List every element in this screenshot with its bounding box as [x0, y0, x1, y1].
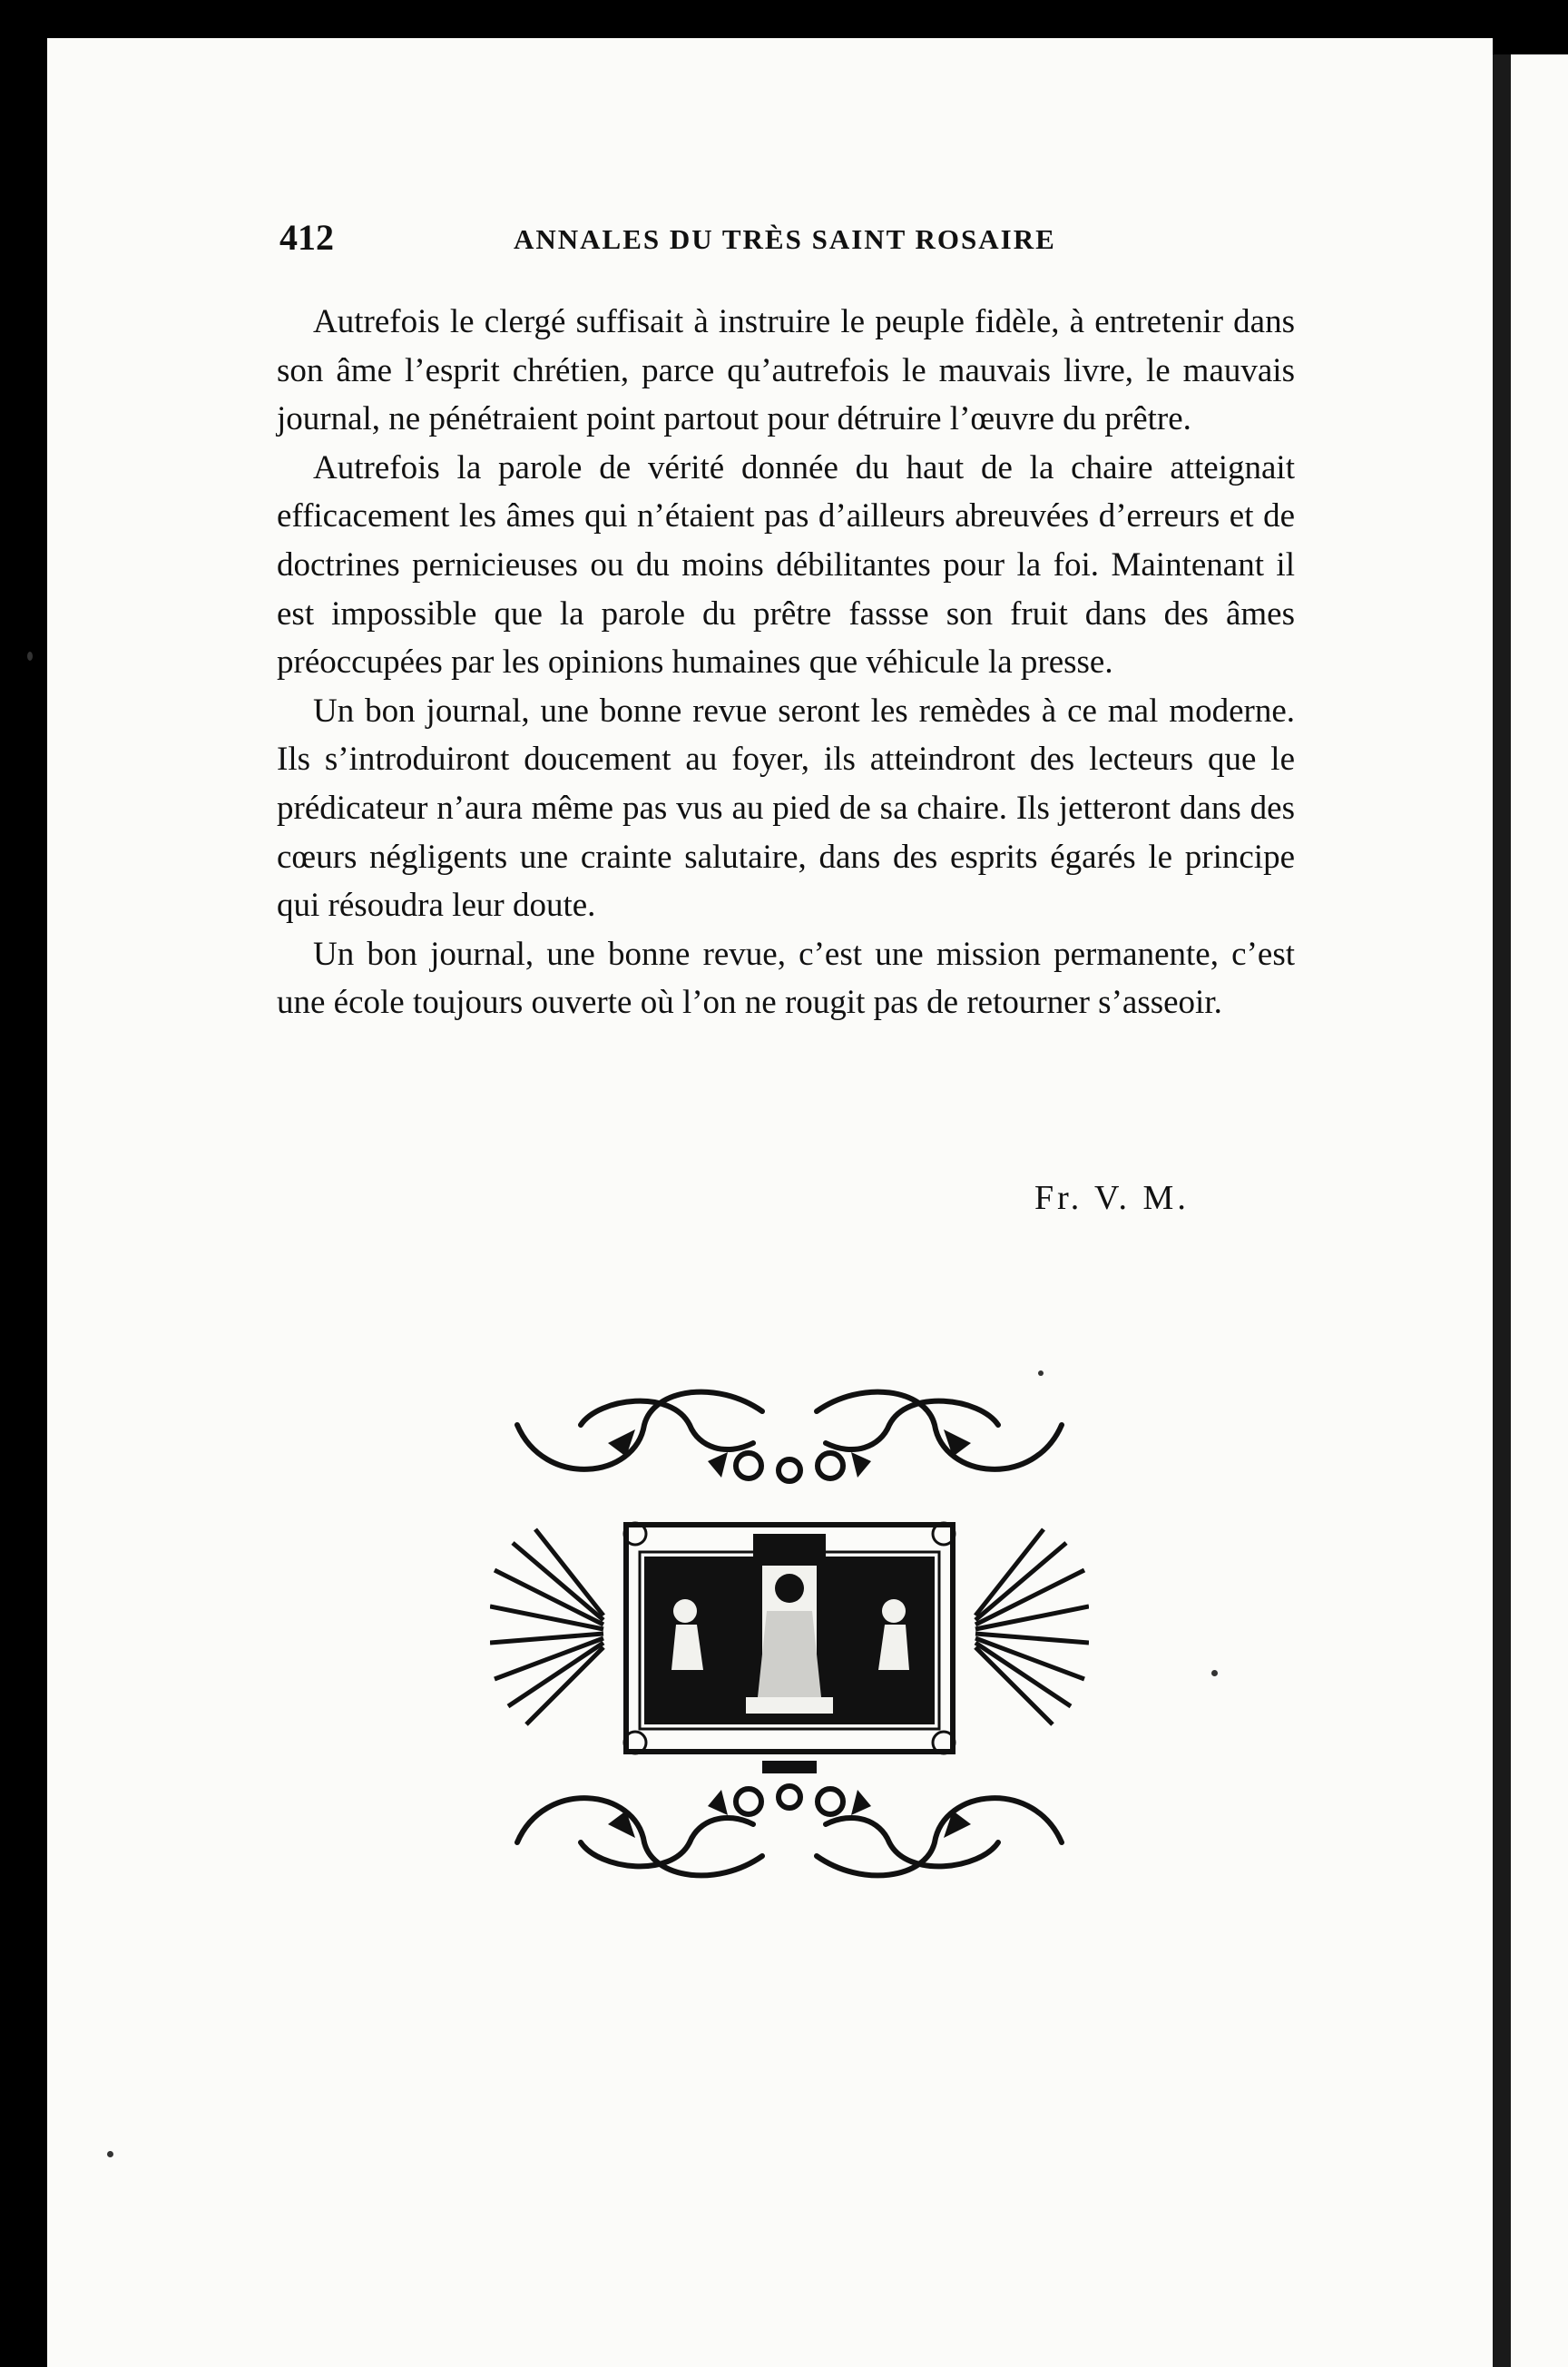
central-vignette — [624, 1523, 955, 1753]
adjacent-page-edge — [1511, 54, 1568, 2367]
page-number: 412 — [279, 217, 334, 258]
tailpiece-ornament — [490, 1370, 1089, 1915]
bottom-scroll-flourish — [517, 1786, 1062, 1875]
page-header — [279, 216, 1278, 261]
paragraph-1: Autrefois le clergé suffisait à instruire le peuple fidèle, à entretenir dans son âme l’esprit chrétien, parce qu’autrefois le mauvais livre, le mauvais journal, ne pénétraient point partout pour détruire l’œuvre du prêtre. — [277, 303, 1295, 438]
paper-speck — [107, 2151, 113, 2157]
paper-speck — [27, 652, 33, 661]
top-scroll-flourish — [517, 1392, 1062, 1481]
paragraph-3: Un bon journal, une bonne revue seront les remèdes à ce mal moderne. Ils s’introduiront doucement au foyer, ils atteindront des lecteurs que le prédicateur n’aura même pas vus au pied de sa chaire. Ils jetteront dans des cœurs négligents une crainte salutaire, dans des esprits égarés le principe qui résoudra leur doute. — [277, 692, 1295, 925]
bottom-scroll-leaves — [608, 1761, 971, 1838]
paper-speck — [1211, 1670, 1218, 1676]
left-palm-fan — [490, 1529, 603, 1724]
paragraph-4: Un bon journal, une bonne revue, c’est une mission permanente, c’est une école toujours ouverte où l’on ne rougit pas de retourner s’asseoir. — [277, 935, 1295, 1022]
paper-speck — [1038, 1370, 1044, 1376]
top-scroll-leaves — [608, 1429, 971, 1478]
article-body — [277, 298, 1295, 1027]
author-signature: Fr. V. M. — [1034, 1179, 1190, 1217]
running-title: ANNALES DU TRÈS SAINT ROSAIRE — [514, 223, 1056, 255]
right-palm-fan — [975, 1529, 1089, 1724]
page-gutter-shadow — [1493, 54, 1511, 2367]
paragraph-2: Autrefois la parole de vérité donnée du haut de la chaire atteignait efficacement les âmes qui n’étaient pas d’ailleurs abreuvées d’erreurs et de doctrines pernicieuses ou du moins débilitantes pour la foi. Maintenant il est impossible que la parole du prêtre fassse son fruit dans des âmes préoccupées par les opinions humaines que véhicule la presse. — [277, 448, 1295, 682]
